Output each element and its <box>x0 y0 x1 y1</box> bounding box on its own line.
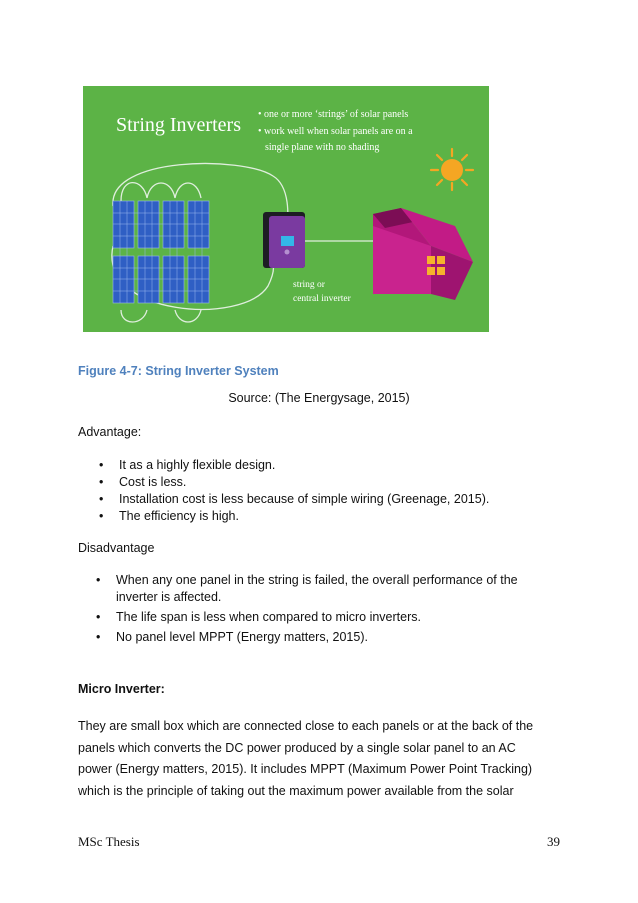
paragraph-line: panels which converts the DC power produced by a single solar panel to an AC <box>78 740 516 755</box>
advantage-heading: Advantage: <box>78 425 142 439</box>
solar-panel-icon <box>113 256 134 303</box>
disadvantage-list <box>96 572 556 649</box>
solar-panel-icon <box>188 201 209 248</box>
string-inverter-figure <box>83 86 489 332</box>
list-item: • Installation cost is less because of simple wiring (Greenage, 2015). <box>99 491 559 508</box>
list-item: • It as a highly flexible design. <box>99 457 559 474</box>
solar-panel-icon <box>163 201 184 248</box>
solar-panel-icon <box>113 201 134 248</box>
solar-panel-icon <box>188 256 209 303</box>
list-item: • Cost is less. <box>99 474 559 491</box>
solar-panel-icon <box>138 256 159 303</box>
list-item: • The life span is less when compared to micro inverters. <box>96 609 556 626</box>
figure-title: String Inverters <box>116 114 241 136</box>
advantage-list <box>99 457 559 525</box>
sun-icon <box>431 149 473 190</box>
inverter-label-1: string or <box>293 280 325 290</box>
list-item: • No panel level MPPT (Energy matters, 2015). <box>96 629 556 646</box>
page-number: 39 <box>547 834 560 849</box>
inverter-label-2: central inverter <box>293 294 351 304</box>
micro-inverter-paragraph <box>78 716 558 802</box>
figure-bullet-2: • work well when solar panels are on a <box>258 126 413 137</box>
disadvantage-heading: Disadvantage <box>78 541 155 555</box>
solar-panel-icon <box>138 201 159 248</box>
paragraph-line: which is the principle of taking out the maximum power available from the solar <box>78 783 514 798</box>
paragraph-line: power (Energy matters, 2015). It includes MPPT (Maximum Power Point Tracking) <box>78 762 533 776</box>
figure-bullet-1: • one or more ‘strings’ of solar panels <box>258 109 409 120</box>
micro-inverter-heading: Micro Inverter: <box>78 682 165 696</box>
footer-thesis-label: MSc Thesis <box>78 834 140 849</box>
figure-caption: Figure 4-7: String Inverter System <box>78 364 279 378</box>
figure-illustration <box>83 86 489 332</box>
list-item: • The efficiency is high. <box>99 508 559 525</box>
paragraph-line: They are small box which are connected close to each panels or at the back of the <box>78 719 534 733</box>
figure-source: Source: (The Energysage, 2015) <box>228 391 410 405</box>
list-item: • When any one panel in the string is failed, the overall performance of the inverter is affected. <box>96 572 556 606</box>
solar-panel-icon <box>163 256 184 303</box>
figure-bullet-2-cont: single plane with no shading <box>265 142 380 153</box>
inverter-icon <box>263 212 305 268</box>
